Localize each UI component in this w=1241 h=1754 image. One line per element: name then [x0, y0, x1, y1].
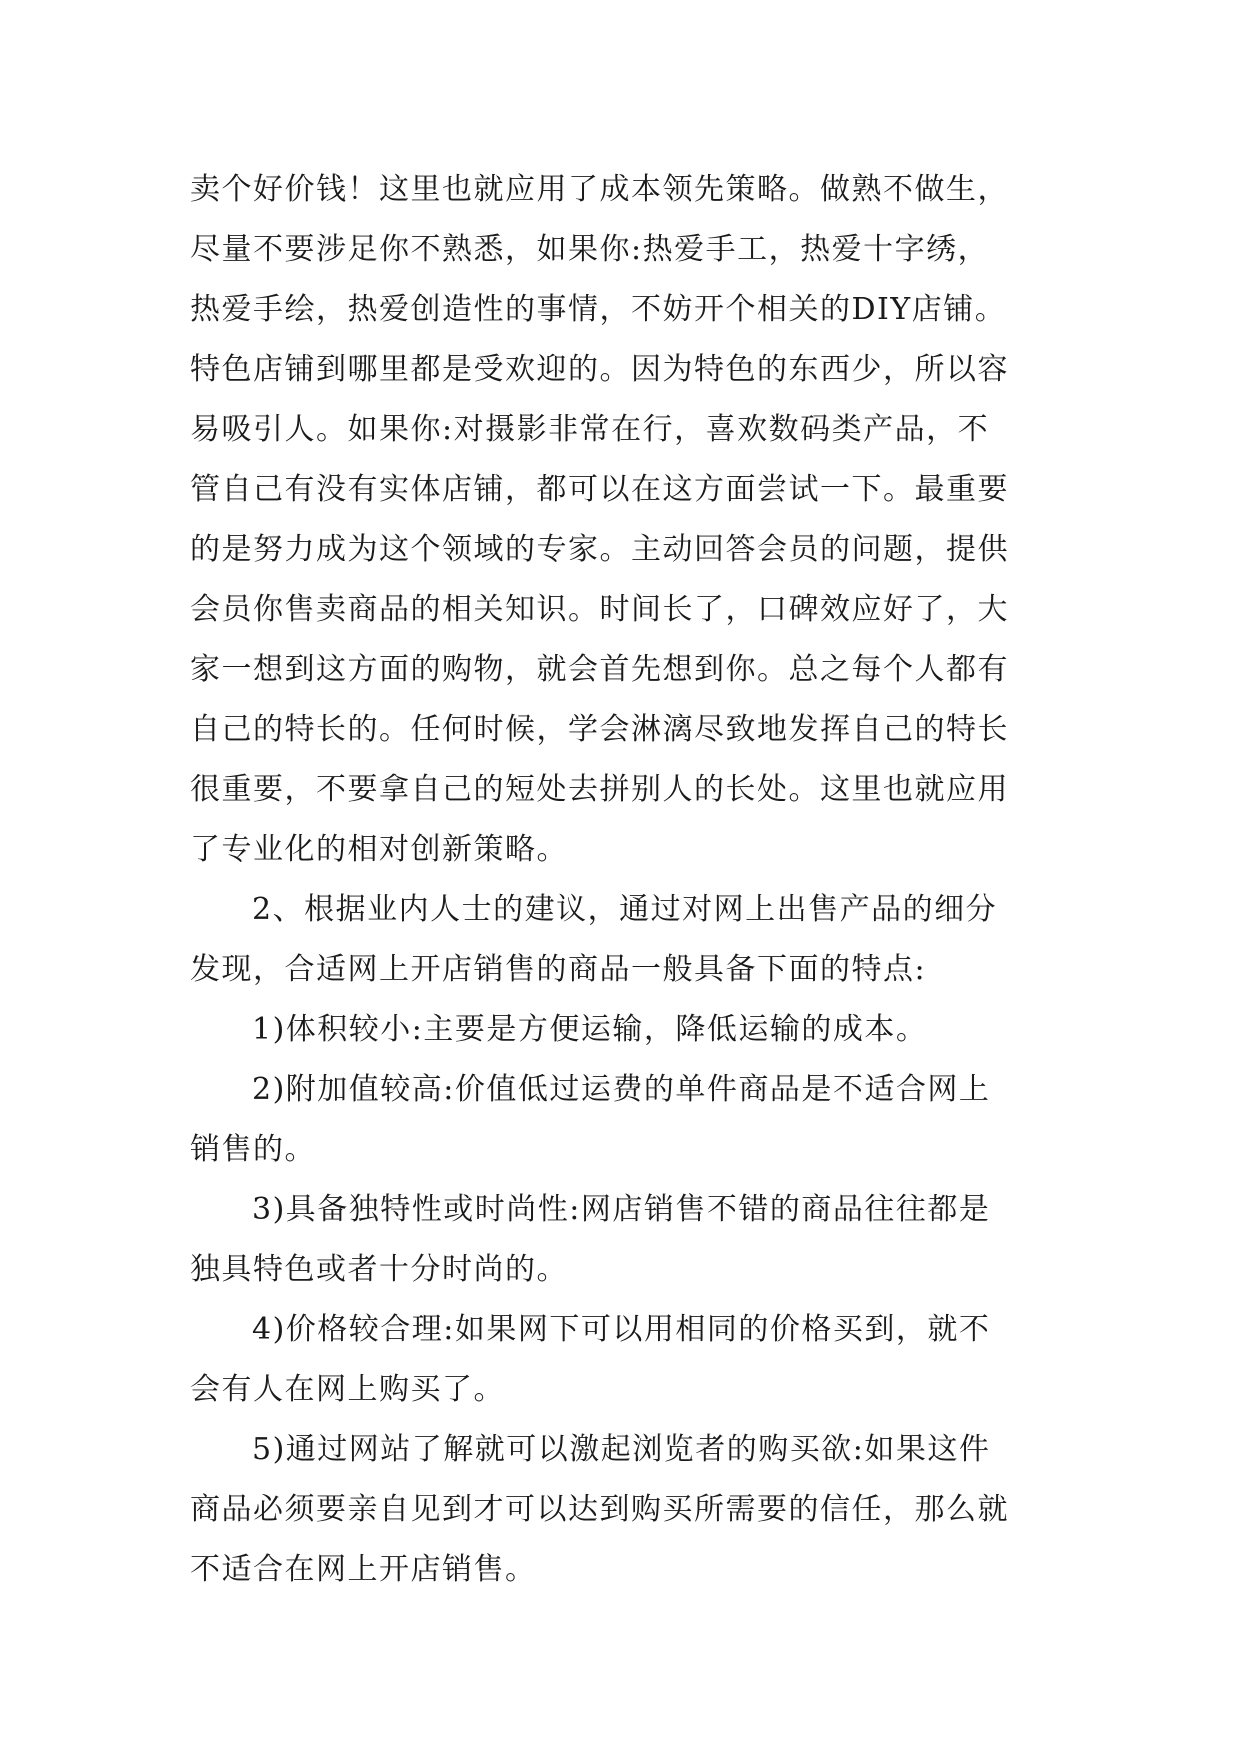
paragraph-start-line: 2、根据业内人士的建议，通过对网上出售产品的细分: [252, 892, 998, 927]
text-line: 会员你售卖商品的相关知识。时间长了，口碑效应好了，大: [190, 592, 1009, 627]
body-text: [190, 160, 1070, 1600]
text-line: 尽量不要涉足你不熟悉，如果你:热爱手工，热爱十字绣，: [190, 232, 990, 267]
text-line: 不适合在网上开店销售。: [190, 1552, 537, 1587]
list-item-3: 3)具备独特性或时尚性:网店销售不错的商品往往都是: [252, 1192, 991, 1227]
text-line: 商品必须要亲自见到才可以达到购买所需要的信任，那么就: [190, 1492, 1009, 1527]
text-line: 了专业化的相对创新策略。: [190, 832, 568, 867]
text-line: 独具特色或者十分时尚的。: [190, 1252, 568, 1287]
text-line: 自己的特长的。任何时候，学会淋漓尽致地发挥自己的特长: [190, 712, 1009, 747]
text-line: 的是努力成为这个领域的专家。主动回答会员的问题，提供: [190, 532, 1009, 567]
list-item-2: 2)附加值较高:价值低过运费的单件商品是不适合网上: [252, 1072, 991, 1107]
list-item-1: 1)体积较小:主要是方便运输，降低运输的成本。: [252, 1012, 928, 1047]
text-line: 特色店铺到哪里都是受欢迎的。因为特色的东西少，所以容: [190, 352, 1009, 387]
list-item-5: 5)通过网站了解就可以激起浏览者的购买欲:如果这件: [252, 1432, 991, 1467]
text-line: 很重要，不要拿自己的短处去拼别人的长处。这里也就应用: [190, 772, 1009, 807]
text-line: 管自己有没有实体店铺，都可以在这方面尝试一下。最重要: [190, 472, 1009, 507]
text-line: 销售的。: [190, 1132, 316, 1167]
text-line: 发现，合适网上开店销售的商品一般具备下面的特点:: [190, 952, 927, 987]
text-line: 家一想到这方面的购物，就会首先想到你。总之每个人都有: [190, 652, 1009, 687]
list-item-4: 4)价格较合理:如果网下可以用相同的价格买到，就不: [252, 1312, 991, 1347]
text-line: 卖个好价钱！这里也就应用了成本领先策略。做熟不做生，: [190, 172, 1009, 207]
text-line: 会有人在网上购买了。: [190, 1372, 505, 1407]
text-line: 热爱手绘，热爱创造性的事情，不妨开个相关的DIY店铺。: [190, 292, 1007, 327]
text-line: 易吸引人。如果你:对摄影非常在行，喜欢数码类产品，不: [190, 412, 990, 447]
